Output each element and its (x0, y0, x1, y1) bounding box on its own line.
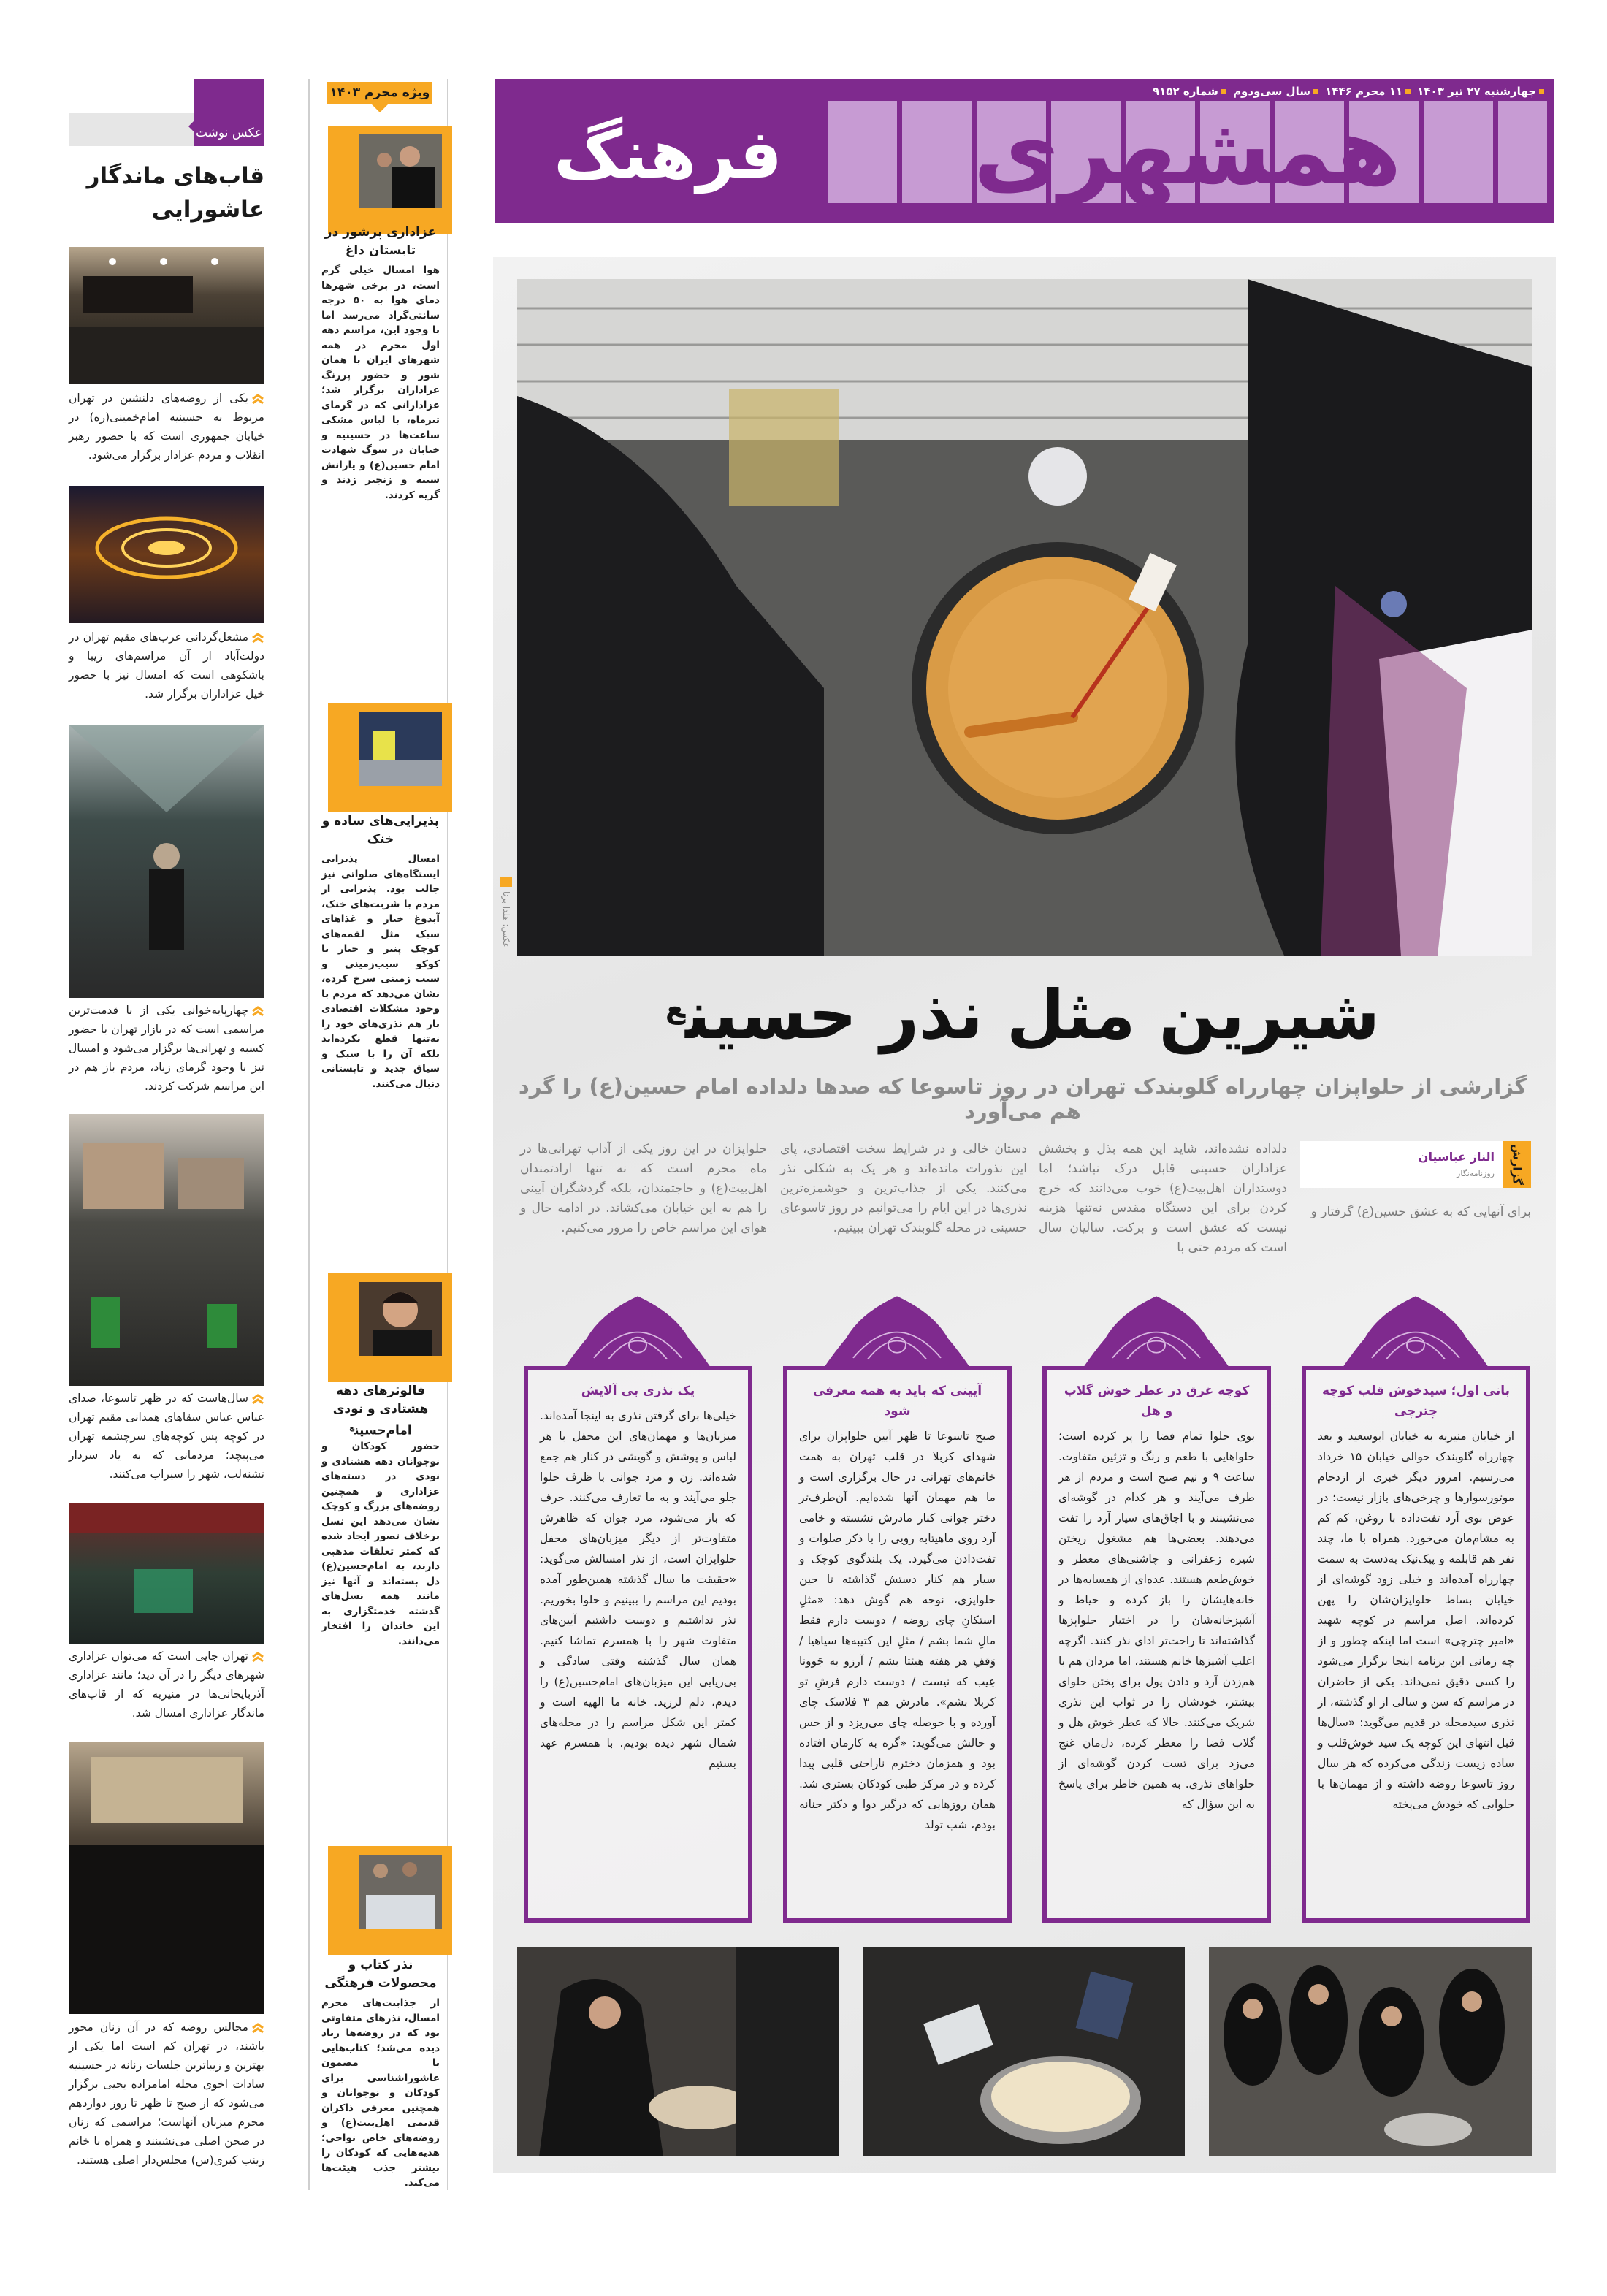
byline-box (1300, 1141, 1531, 1188)
photo-woman-stirring-pot (517, 1947, 839, 2156)
section-tag-bar (69, 113, 194, 146)
ornament-dome-icon (1083, 1287, 1229, 1368)
column-divider (308, 79, 310, 2190)
credit-marker-icon (500, 877, 512, 887)
headline-superscript: ع (665, 991, 686, 1025)
story-box-text: بوی حلوا تمام فضا را پر کرده است؛ حلواهایی با طعم و رنگ و تزئین متفاوت. ساعت ۹ و نیم صبح است و مردم از هر طرف می‌آیند و هر کدام در گوشه‌ای می‌نشینند و با اجاق‌های سیار آرد را تفت می‌دهند. بعضی‌ها هم مشغول ریختن شیره زعفرانی و چاشنی‌های معطر و خوش‌طعم هستند. عده‌ای از همسایه‌ها در خانه‌هایشان را باز کرده و حیاط و آشپزخانه‌شان را در اختیار حلواپزها گذاشته‌اند تا راحت‌تر ادای نذر کنند. اگرچه اغلب آشپزها خانم هستند، اما مردان هم با هم‌زدن آرد و دادن پول برای پختن حلوای بیشتر، خودشان را در ثواب این نذری شریک می‌کنند. حالا که عطر خوش هل و گلاب فضا را معطر کرده، دل‌مان غنج می‌زد برای تست کردن گوشه‌ای از حلواهای نذری. به همین خاطر برای پاسخ به این سؤال که (1058, 1430, 1255, 1811)
story-box-title: یک نذری بی آلایش (581, 1384, 695, 1398)
chevron-up-icon (251, 633, 264, 643)
photo-cold-drinks (359, 712, 442, 786)
dateline-issue: شماره ۹۱۵۲ (1153, 85, 1218, 98)
story-box (524, 1366, 752, 1923)
caption-text: یکی از روضه‌های دلنشین در تهران مربوط به حسینیه امام‌خمینی(ره) در خیابان جمهوری است که با حضور رهبر انقلاب و مردم عزادار برگزار می‌شود. (69, 392, 264, 462)
news-thumb-frame (328, 126, 452, 234)
intro-column: حلواپزان در این روز یکی از آداب تهرانی‌ها در ماه محرم است که نه تنها ارادتمندان اهل‌بیت(ع) و حاجتمندان، بلکه گردشگران آیینی را هم به این خیابان می‌کشاند. در ادامه حال و هوای این مراسم خاص را مرور می‌کنیم. (520, 1142, 767, 1235)
news-title (320, 1382, 441, 1441)
news-thumb-frame (328, 1273, 452, 1382)
dateline-year: سال سی‌ودوم (1233, 85, 1310, 98)
story-box (1302, 1366, 1530, 1923)
news-title-text: فالوئرهای دهه هشتادی و نودی امام‌حسین (332, 1384, 429, 1438)
caption-text: مشعل‌گردانی عرب‌های مقیم تهران در دولت‌آباد از آن مراسم‌های زیبا و باشکوهی است که امسال نیز با حضور خیل عزاداران برگزار شد. (69, 630, 264, 701)
story-box (783, 1366, 1012, 1923)
intro-column: برای آنهایی که به عشق حسین(ع) گرفتار و (1310, 1205, 1531, 1219)
story-box-title: کوچه غرق در عطر خوش گلاب و هل (1064, 1384, 1250, 1419)
news-text: هوا امسال خیلی گرم است، در برخی شهرها دمای هوا به ۵۰ درجه سانتی‌گراد می‌رسد اما با وجود این، مراسم دهه اول محرم در همه شهرهای ایران با همان شور و حضور پررنگ عزاداران برگزار شد؛ عزادارانی که در گرمای تیرماه، با لباس مشکی ساعت‌ها در حسینیه و خیابان در سوگ شهادت امام حسین(ع) و یارانش سینه و زنجیر زدند و گریه کردند. (321, 264, 440, 501)
news-text: امسال پذیرایی ایستگاه‌های صلواتی نیز جالب بود. پذیرایی از مردم با شربت‌های خنک، آبدوغ خیار و غذاهای سبک مثل لقمه‌های کوچک پنیر و خیار یا کوکو سیب‌زمینی و سیب زمینی سرخ کرده، نشان می‌دهد که مردم با وجود مشکلات اقتصادی باز هم نذری‌های خود را نه‌تنها قطع نکرده‌اند بلکه آن را با سبک و سیاق جدید و تابستانی دنبال می‌کنند. (321, 853, 440, 1090)
chevron-up-icon (251, 394, 264, 404)
intro-column: دستان خالی و در شرایط سخت اقتصادی، پای این نذورات مانده‌اند و هر یک به شکلی نذر می‌کنند. یکی از جذاب‌ترین و خوشمزه‌ترین نذری‌ها در این ایام را می‌توانیم در روز تاسوعای حسینی در محله گلوبندک تهران ببینیم. (780, 1142, 1027, 1235)
masthead (495, 79, 1554, 223)
caption-text: مجالس روضه که در آن زنان محور باشند، در تهران کم است اما یکی از بهترین و زیباترین جلسات زنانه در حسینیه سادات اخوی محله امامزاده یحیی برگزار می‌شود که از صبح تا ظهر تا روز دوازدهم محرم میزبان آنهاست؛ مراسمی که زنان در صحن اصلی می‌نشینند و همراه با خانم زینب کبری(س) مجلس‌دار اصلی هستند. (69, 2021, 264, 2167)
news-thumb-frame (328, 1846, 452, 1955)
photo-caption (69, 1389, 264, 1484)
photo-caption (69, 1001, 264, 1096)
ornament-dome-icon (1343, 1287, 1489, 1368)
photo-women-crowd (1209, 1947, 1532, 2156)
story-box-title: بانی اول؛ سیدخوش قلب کوچه چترچی (1322, 1384, 1510, 1419)
chevron-up-icon (251, 1006, 264, 1016)
byline-kind: گزارش (1503, 1141, 1531, 1188)
dateline-hijri: ۱۱ محرم ۱۴۴۶ (1325, 85, 1402, 98)
news-text: از جذابیت‌های محرم امسال، نذرهای متفاوتی بود که در روضه‌ها زیاد دیده می‌شد؛ کتاب‌هایی با مضمون عاشوراشناسی برای کودکان و نوجوانان و همچنین معرفی ذاکران قدیمی اهل‌بیت(ع) و روضه‌های خاص نواحی؛ هدیه‌هایی که کودکان را بیشتر جذب هیئت‌ها می‌کند. (321, 1997, 440, 2189)
bullet-icon (1539, 89, 1544, 94)
photo-credit-text: عکس: هلدا برنا (501, 891, 511, 948)
photo-torch-ceremony (69, 486, 264, 623)
photo-bazaar-chaharpayeh (69, 725, 264, 998)
photo-credit (497, 877, 516, 948)
bullet-icon (1221, 89, 1226, 94)
chevron-up-icon (251, 1394, 264, 1404)
photo-crying-child (359, 1282, 442, 1356)
article-subtitle: گزارشی از حلواپزان چهارراه گلوبندک تهران در روز تاسوعا که صدها دلداده امام حسین(ع) را گرد هم می‌آورد (518, 1074, 1527, 1124)
author-role: روزنامه‌نگار (1457, 1169, 1495, 1178)
chevron-up-icon (251, 2023, 264, 2033)
news-title: عزاداری پرشور در تابستان داغ (324, 225, 437, 258)
news-text: حضور کودکان و نوجوانان دهه هشتادی و نودی در دسته‌های عزاداری و همچنین روضه‌های بزرگ و کوچک نشان می‌دهد این نسل برخلاف تصور ایجاد شده که کمتر تعلقات مذهبی دارند، به امام‌حسین(ع) دل بسته‌اند و آنها نیز مانند همه نسل‌های گذشته خدمتگزاری به این خاندان را افتخار می‌دانند. (321, 1441, 440, 1647)
story-box-text: صبح تاسوعا تا ظهر آیین حلواپزان برای شهدای کربلا در قلب تهران به همت خانم‌های تهرانی در حال برگزاری است و ما هم مهمان آنها شده‌ایم. آن‌طرف‌تر دختر جوانی کنار مادرش نشسته و خامی آرد روی ماهیتابه رویی را با ذکر صلوات و تفت‌دادن می‌گیرد. یک بلندگوی کوچک و سیار هم کنار دستش گذاشته تا حین حلواپزی، نوحه هم گوش دهد: «مثلِ استکانِ چای روضه / دوست دارم فقط مالِ شما بشم / مثلِ این کتیبه‌ها سیاهیا / وَقفِ هر هفته هیئتا بشم / آرزو به جَوونا عِیب که نیست / دوست دارم فرشِ تو کربلا بشم». مادرش هم ۳ فلاسک چای آورده و با حوصله چای می‌ریزد و از حس و حالش می‌گوید: «گره به کارمان افتاده بود و همزمان دخترم ناراحتی قلبی پیدا کرده و در مرکز طبی کودکان بستری شد. همان روزهایی که درگیر دوا و دکتر حنانه بودم، شب تولد (799, 1430, 996, 1831)
photo-caption (69, 2018, 264, 2170)
dateline-date: چهارشنبه ۲۷ تیر ۱۴۰۳ (1417, 85, 1536, 98)
caption-text: تهران جایی است که می‌توان عزاداری شهرهای دیگر را در آن دید؛ مانند عزاداری آذربایجانی‌ها در منیریه که از قاب‌های ماندگار عزاداری امسال شد. (69, 1649, 264, 1720)
muharram-special-tag: ویژه محرم ۱۴۰۳ (327, 82, 432, 104)
photo-women-rowzeh (69, 1742, 264, 2014)
photo-halva-pot-phone (863, 1947, 1185, 2156)
caption-text: سال‌هاست که در ظهر تاسوعا، صدای عباس عباس سقاهای همدانی مقیم تهران در کوچه پس کوچه‌های سرچشمه تهران می‌پیچد؛ مردمانی که به یاد سردار تشنه‌لب، شهر را سیراب می‌کنند. (69, 1392, 264, 1481)
story-box-text: از خیابان منیریه به خیابان ابوسعید و بعد چهارراه گلوبندک حوالی خیابان ۱۵ خرداد می‌رسیم. امروز دیگر خبری از ازدحام موتورسوارها و چرخی‌های بازار نیست؛ در عوض بوی آرد تفت‌داده با روغن، کم کم به مشام‌مان می‌خورد. همراه با ما، چند نفر هم قابلمه و پیک‌نیک به‌دست به سمت چهارراه آمده‌اند و خیلی زود گوشه‌ای از خیابان بساط حلواپزان‌شان را پهن کرده‌اند. اصل مراسم در کوچه شهید «امیر چترچی» است اما اینکه چطور و از چه زمانی این برنامه اینجا برگزار می‌شود را کسی دقیق نمی‌داند. یکی از حاضران در مراسم که سن و سالی از او گذشته، از نذری سیدمحله در قدیم می‌گوید: «سال‌ها قبل انتهای این کوچه یک سید خوش‌قلب و ساده زیست زندگی می‌کرده که هر سال روز تاسوعا روضه داشته و از مهمان‌ها با حلوایی که خودش می‌پخته (1318, 1430, 1515, 1811)
caption-text: چهارپایه‌خوانی یکی از با قدمت‌ترین مراسمی است که در بازار تهران با حضور کسبه و تهرانی‌ها برگزار می‌شود و امسال نیز با وجود گرمای زیاد، مردم باز هم در این مراسم شرکت کردند. (69, 1004, 264, 1093)
dateline (1153, 85, 1547, 98)
photo-saqqa-hamedani (69, 1114, 264, 1386)
section-tag-photo-essay: عکس نوشت (194, 79, 264, 146)
story-box-title: آیینی که باید به همه معرفی شود (812, 1384, 982, 1419)
ornament-dome-icon (824, 1287, 970, 1368)
photo-essay-title: قاب‌های ماندگار عاشورایی (86, 163, 264, 223)
story-box (1042, 1366, 1271, 1923)
bullet-icon (1405, 89, 1411, 94)
photo-caption (69, 389, 264, 465)
author-name: الناز عباسیان (1418, 1150, 1495, 1164)
headline-text: شیرین مثل نذر حسین (685, 976, 1381, 1054)
logo-hamshahri: همشهری (828, 101, 1547, 203)
article-headline (511, 964, 1534, 1067)
photo-caption (69, 628, 264, 703)
main-photo-halva-cooking (517, 279, 1532, 956)
news-title: پذیرایی‌های ساده و خنک (321, 814, 440, 847)
news-thumb-frame (328, 703, 452, 812)
title-superscript: ع (349, 1424, 355, 1432)
photo-azerbaijani-mourning (69, 1503, 264, 1644)
photo-hosseinieh-imam-khomeini (69, 247, 264, 384)
photo-book-stall (359, 1855, 442, 1929)
logo-farhang-shahr: فرهنگ (553, 115, 782, 194)
story-box-text: خیلی‌ها برای گرفتن نذری به اینجا آمده‌اند. میزبان‌ها و مهمان‌های این محفل با هر لباس و پوشش و گویشی در کنار هم جمع شده‌اند. زن و مرد جوانی با ظرف حلوا جلو می‌آیند و به ما تعارف می‌کنند. حرف که باز می‌شود، مرد جوان که ظاهرش متفاوت‌تر از دیگر میزبان‌های محفل حلواپزان است، از نذر امسالش می‌گوید: «حقیقت ما سال گذشته همین‌طور آمده بودیم این مراسم را ببینیم و حلوا بخوریم. نذر نداشتیم و دوست داشتیم آیین‌های متفاوت شهر را با همسرم تماشا کنیم. همان سال گذشته وقتی سادگی و بی‌ریایی این میزبان‌های امام‌حسین(ع) را دیدم، دلم لرزید. خانه ما الهیه است و کمتر این شکل مراسم را در محله‌های شمال شهر دیده بودیم. با همسرم عهد بستیم (540, 1409, 736, 1770)
photo-mourner-young-man (359, 134, 442, 208)
chevron-up-icon (251, 1652, 264, 1662)
photo-caption (69, 1647, 264, 1723)
intro-column: دلداده نشده‌اند، شاید این همه بذل و بخشش عزاداران حسینی قابل درک نباشد؛ اما دوستداران اهل‌بیت(ع) خوب می‌دانند که خرج کردن برای این دستگاه مقدس نه‌تنها هزینه نیست که عشق است و برکت. سالیان سال است که مردم حتی با (1039, 1142, 1287, 1255)
bullet-icon (1313, 89, 1318, 94)
news-title: نذر کتاب و محصولات فرهنگی (324, 1958, 437, 1991)
ornament-dome-icon (565, 1287, 711, 1368)
